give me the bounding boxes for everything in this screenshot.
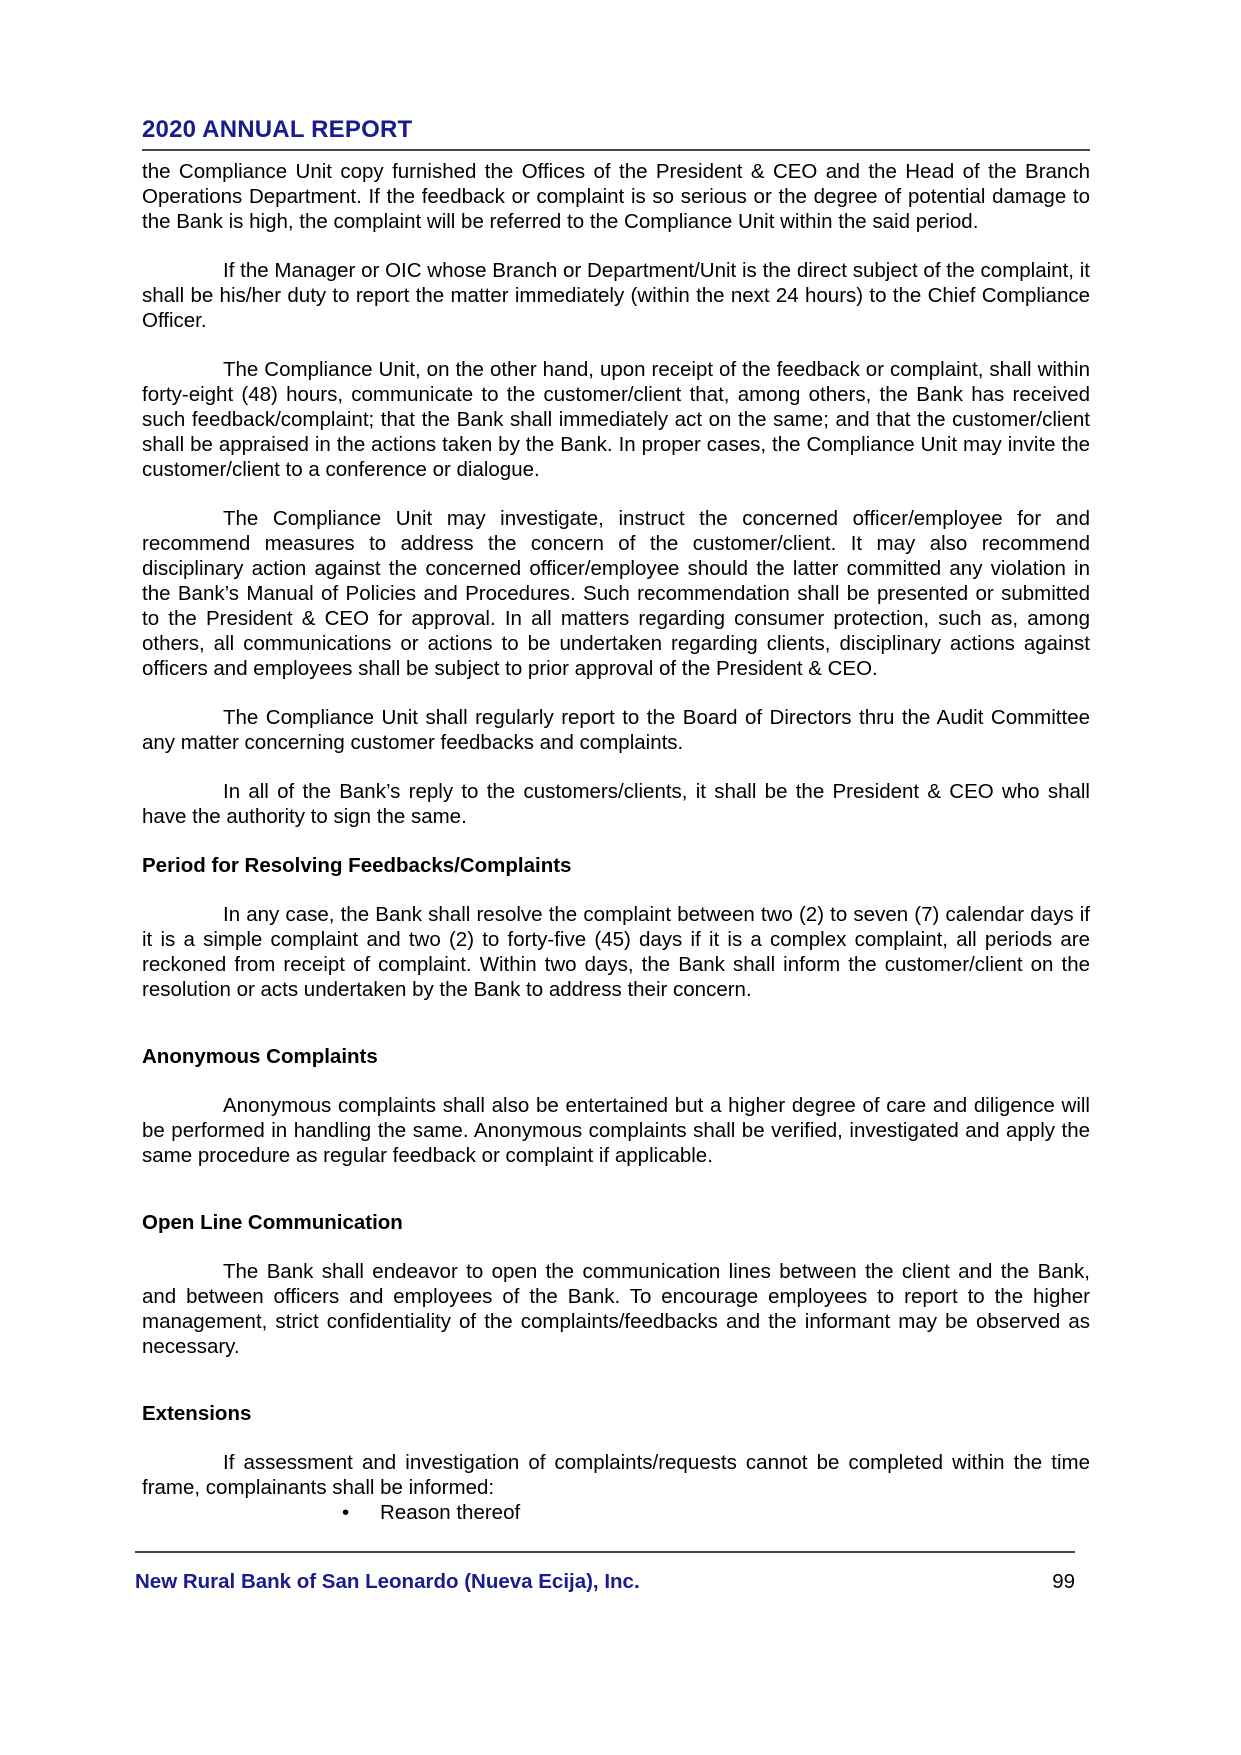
bullet-item [142, 1500, 1090, 1525]
paragraph-open-line: The Bank shall endeavor to open the communication lines between the client and the Bank, and between officers and employees of the Bank. To encourage employees to report to the higher management, strict confidentiality of the complaints/feedbacks and the informant may be observed as necessary. [142, 1260, 1090, 1358]
paragraph-manager-oic: If the Manager or OIC whose Branch or Department/Unit is the direct subject of the complaint, it shall be his/her duty to report the matter immediately (within the next 24 hours) to the Chief Compliance Officer. [142, 259, 1090, 332]
paragraph-compliance-investigate: The Compliance Unit may investigate, instruct the concerned officer/employee for and recommend measures to address the concern of the customer/client. It may also recommend disciplinary action against the concerned officer/employee should the latter committed any violation in the Bank’s Manual of Policies and Procedures. Such recommendation shall be presented or submitted to the President & CEO for approval. In all matters regarding consumer protection, such as, among others, all communications or actions to be undertaken regarding clients, disciplinary actions against officers and employees shall be subject to prior approval of the President & CEO. [142, 507, 1090, 680]
section-heading-open-line-communication: Open Line Communication [142, 1211, 403, 1234]
paragraph-compliance-receipt: The Compliance Unit, on the other hand, upon receipt of the feedback or complaint, shall within forty-eight (48) hours, communicate to the customer/client that, among others, the Bank has received such feedback/complaint; that the Bank shall immediately act on the same; and that the customer/client shall be appraised in the actions taken by the Bank. In proper cases, the Compliance Unit may invite the customer/client to a conference or dialogue. [142, 358, 1090, 481]
page-content [142, 116, 1090, 1525]
footer-page-number: 99 [1052, 1570, 1075, 1593]
section-heading-extensions: Extensions [142, 1402, 252, 1425]
footer-bank-name: New Rural Bank of San Leonardo (Nueva Ecija), Inc. [135, 1570, 640, 1593]
paragraph-anonymous-complaints: Anonymous complaints shall also be entertained but a higher degree of care and diligence will be performed in handling the same. Anonymous complaints shall be verified, investigated and apply the same procedure as regular feedback or complaint if applicable. [142, 1094, 1090, 1167]
section-heading-period-for-resolving: Period for Resolving Feedbacks/Complaints [142, 854, 572, 877]
bullet-text: Reason thereof [380, 1501, 521, 1524]
paragraph-extensions: If assessment and investigation of complaints/requests cannot be completed within the time frame, complainants shall be informed: [142, 1451, 1090, 1499]
paragraph-bank-reply: In all of the Bank’s reply to the customers/clients, it shall be the President & CEO who shall have the authority to sign the same. [142, 780, 1090, 828]
report-title: 2020 ANNUAL REPORT [142, 116, 413, 143]
bullet-icon: • [342, 1501, 350, 1524]
section-heading-anonymous-complaints: Anonymous Complaints [142, 1045, 378, 1068]
paragraph-resolution-period: In any case, the Bank shall resolve the complaint between two (2) to seven (7) calendar days if it is a simple complaint and two (2) to forty-five (45) days if it is a complex complaint, all periods are reckoned from receipt of complaint. Within two days, the Bank shall inform the customer/client on the resolution or acts undertaken by the Bank to address their concern. [142, 903, 1090, 1001]
paragraph-intro: the Compliance Unit copy furnished the Offices of the President & CEO and the Head of the Branch Operations Department. If the feedback or complaint is so serious or the degree of potential damage to the Bank is high, the complaint will be referred to the Compliance Unit within the said period. [142, 160, 1090, 233]
page-header [142, 116, 1090, 151]
paragraph-board-report: The Compliance Unit shall regularly report to the Board of Directors thru the Audit Committee any matter concerning customer feedbacks and complaints. [142, 706, 1090, 754]
page-footer [135, 1551, 1075, 1594]
